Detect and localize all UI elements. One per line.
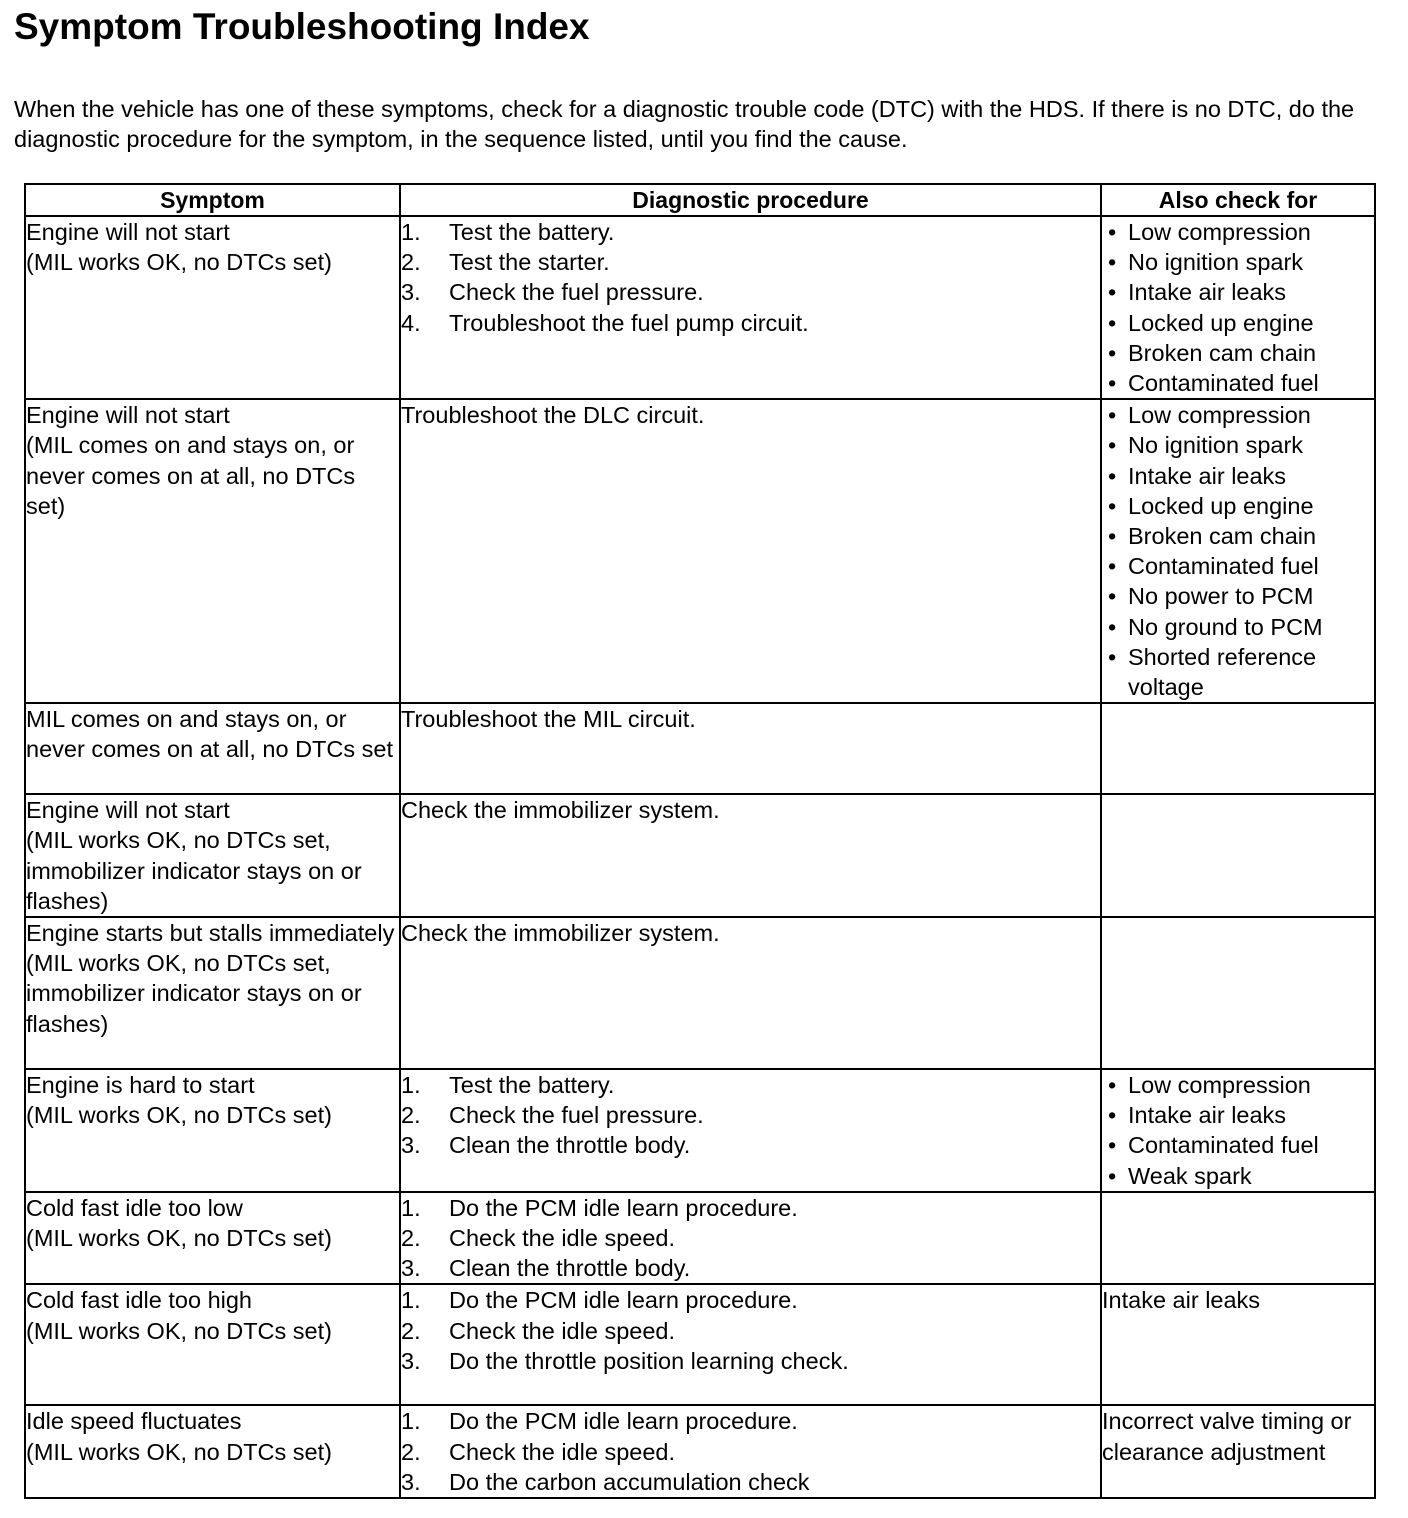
step-number: 4. [401, 309, 421, 336]
also-check-text: Broken cam chain [1128, 523, 1317, 550]
step-text: Do the PCM idle learn procedure. [449, 1287, 798, 1314]
also-check-text: Locked up engine [1128, 309, 1314, 336]
also-check-item [1102, 461, 1374, 491]
diagnostic-cell [400, 1069, 1101, 1192]
bullet-icon: • [1108, 523, 1117, 550]
procedure-text: Check the immobilizer system. [401, 920, 720, 947]
step-text: Do the PCM idle learn procedure. [449, 1408, 798, 1435]
diagnostic-cell [400, 917, 1101, 1069]
diagnostic-cell [400, 1284, 1101, 1405]
also-check-item [1102, 1070, 1374, 1100]
procedure-step [401, 247, 1100, 277]
step-number: 1. [401, 1072, 421, 1099]
symptom-text: MIL comes on and stays on, or never comes on at all, no DTCs set [26, 706, 394, 763]
diagnostic-cell [400, 1405, 1101, 1498]
symptom-cell [25, 216, 400, 399]
also-check-text: No ignition spark [1128, 432, 1304, 459]
step-text: Troubleshoot the fuel pump circuit. [449, 309, 809, 336]
procedure-text: Check the immobilizer system. [401, 797, 720, 824]
also-check-item [1102, 581, 1374, 611]
header-symptom: Symptom [25, 184, 400, 216]
procedure-step [401, 1467, 1100, 1497]
bullet-icon: • [1108, 1102, 1117, 1129]
step-number: 1. [401, 1408, 421, 1435]
also-check-cell [1101, 794, 1375, 917]
step-number: 2. [401, 1225, 421, 1252]
also-check-text: Intake air leaks [1102, 1287, 1261, 1314]
symptom-text: Engine starts but stalls immediately [26, 920, 395, 947]
step-text: Do the throttle position learning check. [449, 1347, 849, 1374]
step-number: 3. [401, 1468, 421, 1495]
also-check-item [1102, 642, 1374, 702]
symptom-text: (MIL works OK, no DTCs set, immobilizer indicator stays on or flashes) [26, 950, 362, 1037]
also-check-text: Shorted reference voltage [1128, 643, 1317, 701]
also-check-cell [1101, 1069, 1375, 1192]
also-check-item [1102, 338, 1374, 368]
symptom-cell [25, 703, 400, 794]
also-check-cell [1101, 1192, 1375, 1285]
also-check-item [1102, 430, 1374, 460]
step-number: 1. [401, 219, 421, 245]
also-check-item [1102, 247, 1374, 277]
symptom-cell [25, 1405, 400, 1498]
procedure-step [401, 1346, 1100, 1376]
table-row [25, 1405, 1375, 1498]
symptom-cell [25, 1284, 400, 1405]
procedure-step [401, 1070, 1100, 1100]
also-check-item [1102, 551, 1374, 581]
also-check-text: Low compression [1128, 1072, 1311, 1099]
also-check-item [1102, 1161, 1374, 1191]
symptom-text: (MIL comes on and stays on, or never comes on at all, no DTCs set) [26, 432, 356, 519]
step-text: Check the fuel pressure. [449, 279, 704, 306]
also-check-text: Broken cam chain [1128, 339, 1317, 366]
procedure-step [401, 1100, 1100, 1130]
table-row [25, 1069, 1375, 1192]
symptom-text: Engine will not start [26, 219, 230, 245]
bullet-icon: • [1108, 249, 1117, 276]
procedure-step [401, 308, 1100, 338]
procedure-steps [401, 1406, 1100, 1497]
step-text: Do the PCM idle learn procedure. [449, 1194, 798, 1221]
bullet-icon: • [1108, 462, 1117, 489]
also-check-list [1102, 1070, 1374, 1191]
also-check-item [1102, 612, 1374, 642]
also-check-list [1102, 217, 1374, 398]
symptom-text: Cold fast idle too high [26, 1287, 253, 1314]
symptom-text: (MIL works OK, no DTCs set) [26, 1317, 332, 1344]
symptom-text: Cold fast idle too low [26, 1194, 243, 1221]
also-check-item [1102, 368, 1374, 398]
bullet-icon: • [1108, 583, 1117, 610]
intro-paragraph: When the vehicle has one of these symptoms, check for a diagnostic trouble code (DTC) with the HDS. If there is no DTC, do the diagnostic procedure for the symptom, in the sequence listed, until you find the cause. [14, 96, 1355, 152]
bullet-icon: • [1108, 553, 1117, 580]
also-check-text: Intake air leaks [1128, 279, 1287, 306]
step-number: 2. [401, 1438, 421, 1465]
header-also-check-for: Also check for [1101, 184, 1375, 216]
symptom-cell [25, 794, 400, 917]
step-text: Clean the throttle body. [449, 1132, 691, 1159]
also-check-item [1102, 521, 1374, 551]
also-check-item [1102, 400, 1374, 430]
also-check-item [1102, 277, 1374, 307]
procedure-step [401, 1223, 1100, 1253]
bullet-icon: • [1108, 613, 1117, 640]
bullet-icon: • [1108, 309, 1117, 336]
also-check-text: Locked up engine [1128, 492, 1314, 519]
symptom-cell [25, 917, 400, 1069]
bullet-icon: • [1108, 339, 1117, 366]
procedure-text: Troubleshoot the MIL circuit. [401, 706, 696, 733]
step-text: Test the battery. [449, 1072, 615, 1099]
table-body [25, 216, 1375, 1498]
step-number: 3. [401, 1132, 421, 1159]
also-check-cell [1101, 1284, 1375, 1405]
table-row [25, 216, 1375, 399]
also-check-cell [1101, 917, 1375, 1069]
procedure-step [401, 277, 1100, 307]
also-check-item [1102, 217, 1374, 247]
also-check-cell [1101, 399, 1375, 703]
step-text: Clean the throttle body. [449, 1255, 691, 1282]
also-check-text: No power to PCM [1128, 583, 1314, 610]
bullet-icon: • [1108, 1072, 1117, 1099]
also-check-list [1102, 400, 1374, 702]
procedure-step [401, 1253, 1100, 1283]
step-number: 2. [401, 1102, 421, 1129]
symptom-text: (MIL works OK, no DTCs set) [26, 249, 332, 276]
symptom-text: Engine is hard to start [26, 1072, 255, 1099]
procedure-step [401, 1316, 1100, 1346]
table-row [25, 1192, 1375, 1285]
table-row [25, 794, 1375, 917]
procedure-steps [401, 1193, 1100, 1284]
step-number: 1. [401, 1194, 421, 1221]
also-check-item [1102, 1130, 1374, 1160]
also-check-text: Low compression [1128, 402, 1311, 429]
also-check-item [1102, 491, 1374, 521]
symptom-text: Engine will not start [26, 402, 230, 429]
procedure-step [401, 217, 1100, 247]
diagnostic-cell [400, 399, 1101, 703]
table-row [25, 399, 1375, 703]
also-check-text: Low compression [1128, 219, 1311, 245]
procedure-step [401, 1130, 1100, 1160]
header-diagnostic-procedure: Diagnostic procedure [400, 184, 1101, 216]
step-number: 3. [401, 279, 421, 306]
symptom-text: (MIL works OK, no DTCs set, immobilizer indicator stays on or flashes) [26, 827, 362, 914]
procedure-step [401, 1406, 1100, 1436]
table-row [25, 917, 1375, 1069]
also-check-text: Contaminated fuel [1128, 1132, 1319, 1159]
also-check-cell [1101, 216, 1375, 399]
symptom-cell [25, 1192, 400, 1285]
also-check-text: No ignition spark [1128, 249, 1304, 276]
diagnostic-cell [400, 703, 1101, 794]
procedure-step [401, 1437, 1100, 1467]
also-check-text: Intake air leaks [1128, 1102, 1287, 1129]
also-check-cell [1101, 1405, 1375, 1498]
also-check-cell [1101, 703, 1375, 794]
bullet-icon: • [1108, 1162, 1117, 1189]
step-text: Check the idle speed. [449, 1317, 676, 1344]
also-check-text: Weak spark [1128, 1162, 1252, 1189]
step-text: Test the battery. [449, 219, 615, 245]
symptom-text: Idle speed fluctuates [26, 1408, 242, 1435]
diagnostic-cell [400, 216, 1101, 399]
symptom-text: (MIL works OK, no DTCs set) [26, 1102, 332, 1129]
bullet-icon: • [1108, 492, 1117, 519]
bullet-icon: • [1108, 402, 1117, 429]
symptom-table [24, 183, 1376, 1499]
diagnostic-cell [400, 794, 1101, 917]
symptom-text: (MIL works OK, no DTCs set) [26, 1225, 332, 1252]
symptom-cell [25, 1069, 400, 1192]
symptom-cell [25, 399, 400, 703]
procedure-text: Troubleshoot the DLC circuit. [401, 402, 705, 429]
bullet-icon: • [1108, 279, 1117, 306]
bullet-icon: • [1108, 219, 1117, 245]
also-check-text: Incorrect valve timing or clearance adjustment [1102, 1408, 1352, 1465]
table-row [25, 703, 1375, 794]
page-title: Symptom Troubleshooting Index [14, 6, 590, 47]
bullet-icon: • [1108, 432, 1117, 459]
procedure-steps [401, 217, 1100, 338]
step-number: 2. [401, 1317, 421, 1344]
procedure-steps [401, 1285, 1100, 1376]
procedure-steps [401, 1070, 1100, 1161]
step-number: 3. [401, 1255, 421, 1282]
procedure-step [401, 1285, 1100, 1315]
step-text: Check the fuel pressure. [449, 1102, 704, 1129]
step-text: Check the idle speed. [449, 1438, 676, 1465]
procedure-step [401, 1193, 1100, 1223]
table-header-row [25, 184, 1375, 216]
symptom-text: Engine will not start [26, 797, 230, 824]
also-check-text: No ground to PCM [1128, 613, 1323, 640]
bullet-icon: • [1108, 370, 1117, 397]
also-check-text: Contaminated fuel [1128, 370, 1319, 397]
step-text: Test the starter. [449, 249, 610, 276]
step-number: 3. [401, 1347, 421, 1374]
table-row [25, 1284, 1375, 1405]
step-number: 1. [401, 1287, 421, 1314]
also-check-item [1102, 1100, 1374, 1130]
also-check-text: Intake air leaks [1128, 462, 1287, 489]
bullet-icon: • [1108, 643, 1117, 670]
also-check-text: Contaminated fuel [1128, 553, 1319, 580]
step-number: 2. [401, 249, 421, 276]
step-text: Do the carbon accumulation check [449, 1468, 810, 1495]
bullet-icon: • [1108, 1132, 1117, 1159]
step-text: Check the idle speed. [449, 1225, 676, 1252]
symptom-text: (MIL works OK, no DTCs set) [26, 1438, 332, 1465]
also-check-item [1102, 308, 1374, 338]
diagnostic-cell [400, 1192, 1101, 1285]
